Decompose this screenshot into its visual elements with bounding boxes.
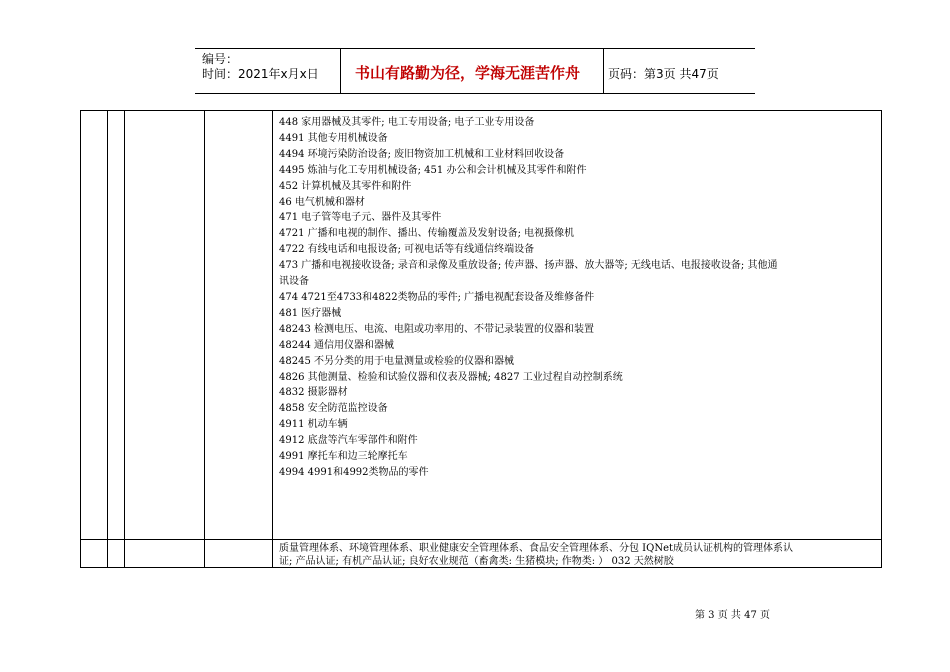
text-line: 48243 检测电压、电流、电阻或功率用的、不带记录装置的仪器和装置 bbox=[279, 323, 594, 335]
text-line: 4994 4991和4992类物品的零件 bbox=[279, 466, 429, 478]
text-line: 474 4721至4733和4822类物品的零件; 广播电视配套设备及维修备件 bbox=[279, 291, 595, 303]
header-page-number: 页码：第3页 共47页 bbox=[608, 67, 719, 81]
text-line: 473 广播和电视接收设备; 录音和录像及重放设备; 传声器、扬声器、放大器等; 无线电话、电报接收设备; 其他通 bbox=[279, 260, 778, 272]
text-line: 4495 炼油与化工专用机械设备; 451 办公和会计机械及其零件和附件 bbox=[279, 164, 587, 176]
table-row-divider bbox=[81, 539, 881, 540]
text-line: 48244 通信用仪器和器械 bbox=[279, 339, 394, 351]
text-line: 4722 有线电话和电报设备; 可视电话等有线通信终端设备 bbox=[279, 244, 535, 256]
table-row-2-content bbox=[279, 542, 877, 568]
text-line: 46 电气机械和器材 bbox=[279, 196, 365, 208]
text-line: 448 家用器械及其零件; 电工专用设备; 电子工业专用设备 bbox=[279, 117, 535, 128]
document-time-label: 时间：2021年x月x日 bbox=[202, 67, 319, 81]
header-motto: 书山有路勤为径，学海无涯苦作舟 bbox=[355, 64, 581, 82]
text-line: 4858 安全防范监控设备 bbox=[279, 403, 388, 415]
text-line: 4826 其他测量、检验和试验仪器和仪表及器械; 4827 工业过程自动控制系统 bbox=[279, 371, 623, 383]
table-column-divider bbox=[107, 111, 108, 567]
table-column-divider bbox=[124, 111, 125, 567]
text-line: 48245 不另分类的用于电量测量或检验的仪器和器械 bbox=[279, 355, 514, 367]
text-line: 4721 广播和电视的制作、播出、传输覆盖及发射设备; 电视摄像机 bbox=[279, 228, 575, 240]
text-line: 4911 机动车辆 bbox=[279, 419, 348, 431]
text-line: 4491 其他专用机械设备 bbox=[279, 132, 388, 144]
text-line: 481 医疗器械 bbox=[279, 307, 342, 319]
text-line: 讯设备 bbox=[279, 276, 309, 288]
table-row-1-content bbox=[279, 115, 877, 481]
document-number-label: 编号： bbox=[202, 52, 239, 66]
table-column-divider bbox=[272, 111, 273, 567]
header-divider bbox=[603, 48, 604, 93]
text-line: 4832 摄影器材 bbox=[279, 387, 348, 399]
header-bottom-rule bbox=[195, 93, 755, 94]
text-line: 4494 环境污染防治设备; 废旧物资加工机械和工业材料回收设备 bbox=[279, 148, 565, 160]
text-line: 452 计算机械及其零件和附件 bbox=[279, 180, 412, 192]
content-table bbox=[80, 110, 882, 568]
page-footer: 第 3 页 共 47 页 bbox=[695, 610, 770, 621]
header-left-block bbox=[202, 52, 319, 82]
header-top-rule bbox=[195, 48, 755, 49]
text-line: 质量管理体系、环境管理体系、职业健康安全管理体系、食品安全管理体系、分包 IQNet成员认证机构的管理体系认 bbox=[279, 543, 794, 554]
text-line: 471 电子管等电子元、器件及其零件 bbox=[279, 212, 442, 224]
header-divider bbox=[340, 48, 341, 93]
text-line: 4991 摩托车和边三轮摩托车 bbox=[279, 451, 408, 463]
table-column-divider bbox=[204, 111, 205, 567]
text-line: 4912 底盘等汽车零部件和附件 bbox=[279, 435, 418, 447]
text-line: 证; 产品认证; 有机产品认证; 良好农业规范（畜禽类: 生猪模块; 作物类: ） 032 天然树胶 bbox=[279, 556, 674, 567]
